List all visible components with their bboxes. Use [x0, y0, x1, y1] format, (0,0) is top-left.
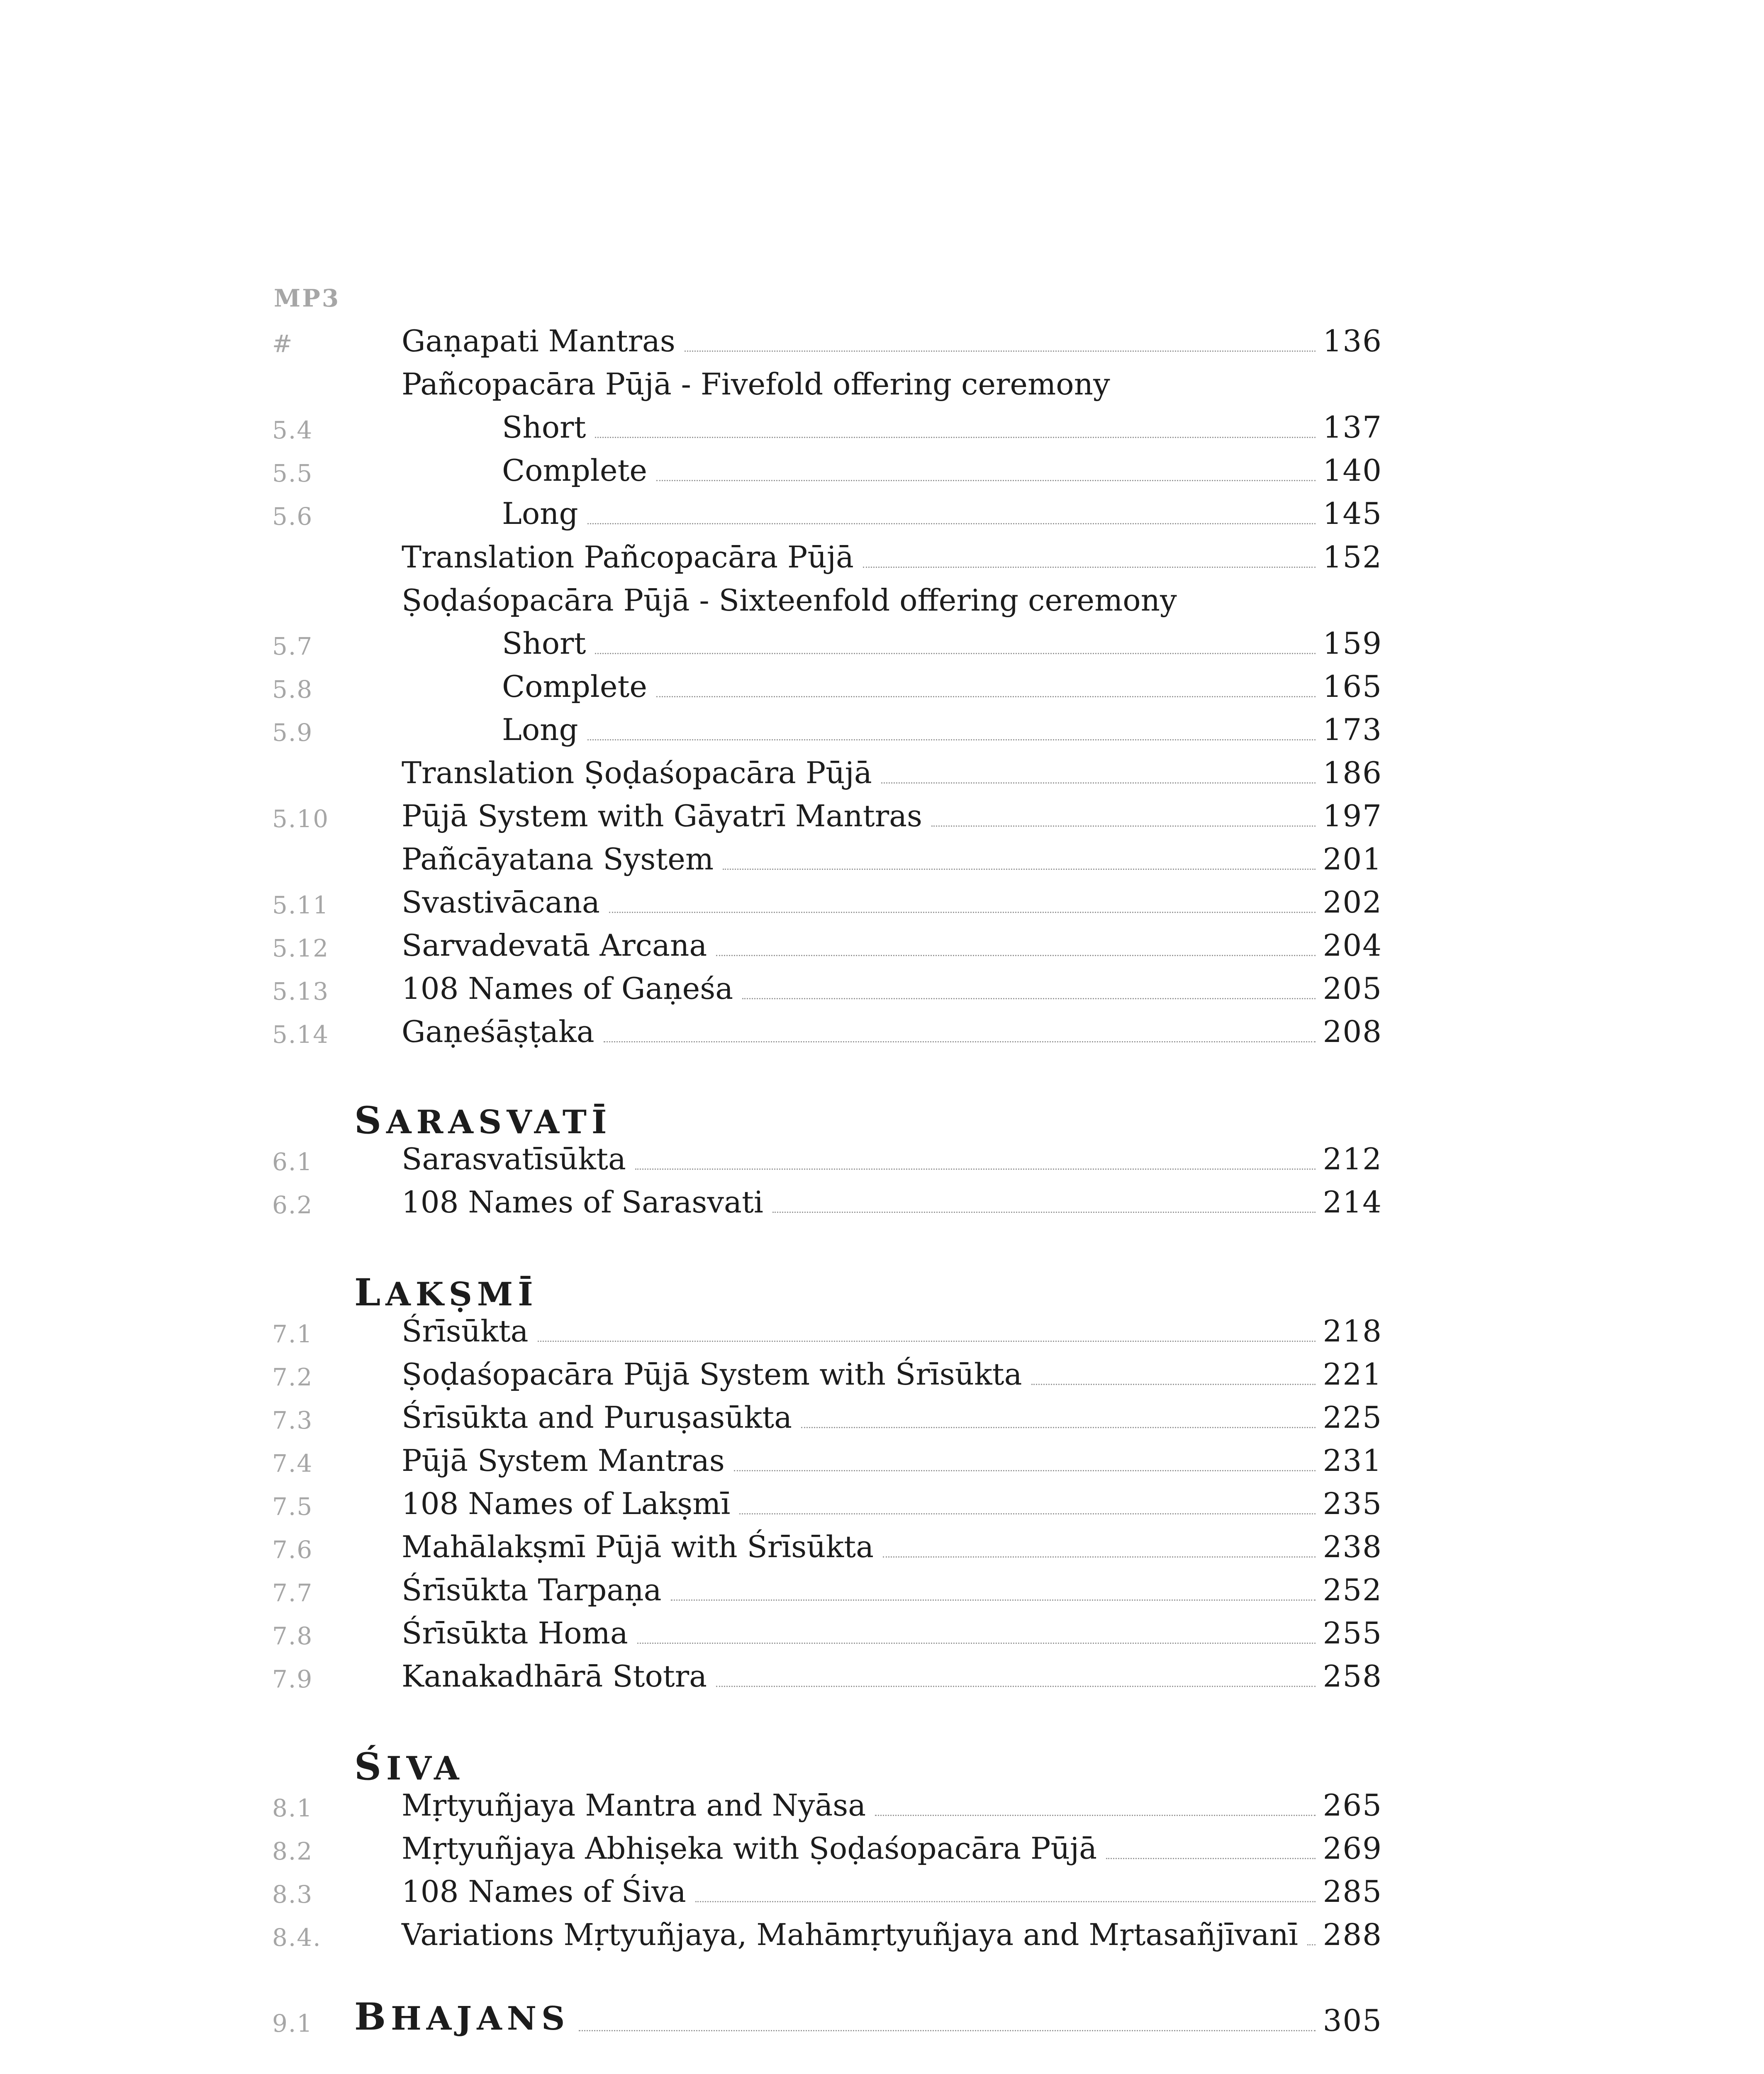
toc-entry-row[interactable]: [0, 1783, 1764, 1826]
toc-entry-row[interactable]: [0, 1137, 1764, 1180]
toc-entry: [402, 583, 1382, 618]
dot-leader: [863, 567, 1316, 568]
entry-title: Mṛtyuñjaya Abhiṣeka with Ṣoḍaśopacāra Pūjā: [402, 1831, 1097, 1866]
toc-entry: [402, 542, 1382, 572]
toc-section-row[interactable]: [0, 1995, 1764, 2041]
entry-title: Complete: [502, 669, 647, 704]
dot-leader: [635, 1168, 1316, 1170]
dot-leader: [734, 1470, 1316, 1471]
entry-title: 108 Names of Śiva: [402, 1874, 686, 1909]
toc-entry-row[interactable]: [0, 1611, 1764, 1654]
toc-entry-row[interactable]: [0, 1395, 1764, 1438]
page-number: 225: [1323, 1400, 1382, 1435]
toc-entry-row[interactable]: [0, 923, 1764, 966]
mp3-track-number: 5.10: [272, 805, 329, 833]
entry-title: Variations Mṛtyuñjaya, Mahāmṛtyuñjaya and Mṛtasañjīvanī: [402, 1917, 1298, 1952]
page-number: 212: [1323, 1142, 1382, 1176]
mp3-track-number: 6.1: [272, 1148, 313, 1176]
toc-entry: [502, 453, 1382, 488]
entry-title: Pañcāyatana System: [402, 842, 714, 876]
toc-entry: [402, 1314, 1382, 1349]
dot-leader: [579, 2030, 1315, 2031]
toc-entry-row[interactable]: [0, 1826, 1764, 1869]
toc-entry-row[interactable]: [0, 707, 1764, 750]
dot-leader: [1031, 1384, 1316, 1385]
toc-entry-row[interactable]: [0, 621, 1764, 664]
page-number: 202: [1323, 885, 1382, 920]
entry-title: Śrīsūkta Tarpaṇa: [402, 1573, 662, 1607]
toc-entry-row[interactable]: [0, 1438, 1764, 1481]
section-heading: SARASVATĪ: [354, 1098, 612, 1142]
entry-title: Kanakadhārā Stotra: [402, 1659, 707, 1694]
entry-title: Complete: [502, 453, 647, 488]
section-heading: LAKṢMĪ: [354, 1271, 538, 1315]
mp3-track-number: 5.13: [272, 977, 329, 1005]
page-number: 140: [1323, 453, 1382, 488]
entry-title: Translation Ṣoḍaśopacāra Pūjā: [402, 755, 872, 790]
mp3-track-number: 8.3: [272, 1880, 313, 1908]
mp3-track-number: 8.1: [272, 1794, 313, 1822]
mp3-track-number: 5.11: [272, 891, 329, 919]
toc-entry-row[interactable]: [0, 578, 1764, 621]
mp3-track-number: 7.9: [272, 1665, 313, 1693]
entry-title: Sarasvatīsūkta: [402, 1142, 626, 1176]
dot-leader: [695, 1901, 1316, 1902]
page-number: 252: [1323, 1573, 1382, 1607]
entry-title: Gaṇapati Mantras: [402, 324, 675, 358]
mp3-track-number: 6.2: [272, 1191, 313, 1219]
entry-title: Śrīsūkta Homa: [402, 1616, 628, 1650]
toc-entry: [402, 971, 1382, 1006]
entry-title: Sarvadevatā Arcana: [402, 928, 707, 963]
mp3-track-number: 9.1: [272, 2009, 313, 2037]
toc-entry-row[interactable]: [0, 1524, 1764, 1568]
page-number: 258: [1323, 1659, 1382, 1694]
entry-title: Short: [502, 410, 586, 445]
page-number: 221: [1323, 1357, 1382, 1392]
toc-entry: [402, 367, 1382, 402]
page-number: 201: [1323, 842, 1382, 876]
section-heading: BHAJANS: [354, 1995, 570, 2039]
toc-entry-row[interactable]: [0, 794, 1764, 837]
entry-title: 108 Names of Sarasvati: [402, 1185, 763, 1220]
entry-title: Ṣoḍaśopacāra Pūjā System with Śrīsūkta: [402, 1357, 1022, 1392]
page-number: 173: [1323, 712, 1382, 747]
page-number: 238: [1323, 1529, 1382, 1564]
toc-entry: [402, 1400, 1382, 1435]
dot-leader: [772, 1212, 1316, 1213]
page-number: 205: [1323, 971, 1382, 1006]
mp3-track-number: 7.5: [272, 1492, 313, 1521]
toc-entry: [502, 410, 1382, 445]
dot-leader: [723, 869, 1315, 870]
dot-leader: [595, 437, 1315, 438]
dot-leader: [587, 739, 1316, 740]
page-number: 197: [1323, 798, 1382, 833]
page-number: 186: [1323, 755, 1382, 790]
dot-leader: [609, 912, 1316, 913]
toc-entry: [402, 928, 1382, 963]
toc-entry: [502, 626, 1382, 661]
page-number: 255: [1323, 1616, 1382, 1650]
toc-entry: [402, 1529, 1382, 1564]
dot-leader: [875, 1815, 1315, 1816]
dot-leader: [671, 1599, 1316, 1601]
entry-title: Pūjā System Mantras: [402, 1443, 725, 1478]
dot-leader: [883, 1556, 1316, 1558]
page-number: 218: [1323, 1314, 1382, 1349]
entry-title: Mahālakṣmī Pūjā with Śrīsūkta: [402, 1529, 874, 1564]
toc-entry-row[interactable]: [0, 1654, 1764, 1697]
page-number: 235: [1323, 1486, 1382, 1521]
toc-entry: [502, 669, 1382, 704]
toc-entry: [402, 326, 1382, 356]
toc-entry: [402, 844, 1382, 874]
toc-entry-row[interactable]: [0, 1481, 1764, 1524]
entry-title: Svastivācana: [402, 885, 600, 920]
dot-leader: [931, 825, 1316, 827]
entry-title: Long: [502, 496, 578, 531]
page-number: 208: [1323, 1014, 1382, 1049]
toc-entry: [402, 1443, 1382, 1478]
dot-leader: [742, 998, 1315, 999]
toc-entry-row[interactable]: [0, 1309, 1764, 1352]
toc-entry: [402, 1659, 1382, 1694]
mp3-track-number: 5.8: [272, 675, 313, 704]
mp3-track-number: 5.9: [272, 718, 313, 747]
mp3-track-number: 7.2: [272, 1363, 313, 1391]
entry-title: Śrīsūkta: [402, 1314, 529, 1349]
toc-entry-row[interactable]: [0, 319, 1764, 362]
page-number: 269: [1323, 1831, 1382, 1866]
mp3-track-number: 8.2: [272, 1837, 313, 1865]
toc-entry-row[interactable]: [0, 448, 1764, 491]
dot-leader: [656, 696, 1316, 697]
toc-entry-row[interactable]: [0, 1009, 1764, 1052]
toc-entry: [502, 712, 1382, 747]
toc-entry: [402, 1185, 1382, 1220]
mp3-track-number: 5.5: [272, 459, 313, 487]
toc-entry: [402, 1831, 1382, 1866]
page-number: 145: [1323, 496, 1382, 531]
entry-title: Mṛtyuñjaya Mantra and Nyāsa: [402, 1788, 866, 1823]
page-number: 214: [1323, 1185, 1382, 1220]
toc-entry-row[interactable]: [0, 1180, 1764, 1223]
dot-leader: [587, 523, 1316, 524]
dot-leader: [595, 653, 1315, 654]
toc-entry: [402, 1575, 1382, 1605]
page-number: 165: [1323, 669, 1382, 704]
toc-entry-row[interactable]: [0, 1352, 1764, 1395]
toc-entry-row[interactable]: [0, 362, 1764, 405]
dot-leader: [739, 1513, 1315, 1514]
toc-entry-row[interactable]: [0, 1869, 1764, 1912]
section-heading: ŚIVA: [354, 1745, 464, 1789]
mp3-track-number: #: [272, 330, 293, 358]
dot-leader: [604, 1041, 1316, 1042]
page-number: 136: [1323, 324, 1382, 358]
dot-leader: [538, 1341, 1316, 1342]
page-number: 288: [1323, 1917, 1382, 1952]
mp3-track-number: 5.4: [272, 416, 313, 444]
mp3-track-number: 7.1: [272, 1320, 313, 1348]
entry-title: 108 Names of Lakṣmī: [402, 1486, 731, 1521]
mp3-track-number: 7.7: [272, 1579, 313, 1607]
entry-title: Śrīsūkta and Puruṣasūkta: [402, 1400, 792, 1435]
toc-entry: [402, 1486, 1382, 1521]
dot-leader: [716, 1686, 1315, 1687]
toc-entry: [402, 1357, 1382, 1392]
toc-entry: [402, 1874, 1382, 1909]
page-number: 152: [1323, 540, 1382, 574]
dot-leader: [1307, 1944, 1316, 1945]
toc-entry: [354, 1995, 1382, 2039]
mp3-track-number: 5.14: [272, 1020, 329, 1049]
entry-title: Pañcopacāra Pūjā - Fivefold offering ceremony: [402, 367, 1110, 402]
entry-title: 108 Names of Gaṇeśa: [402, 971, 733, 1006]
toc-entry: [402, 1618, 1382, 1648]
mp3-track-number: 5.12: [272, 934, 329, 962]
page-number: 159: [1323, 626, 1382, 661]
mp3-column-header: MP3: [274, 284, 341, 312]
toc-entry: [402, 755, 1382, 790]
dot-leader: [1106, 1858, 1315, 1859]
dot-leader: [881, 782, 1316, 784]
toc-entry-row[interactable]: [0, 664, 1764, 707]
mp3-track-number: 7.4: [272, 1449, 313, 1478]
page-number: 285: [1323, 1874, 1382, 1909]
toc-entry: [402, 798, 1382, 833]
dot-leader: [685, 351, 1316, 352]
toc-entry: [402, 1014, 1382, 1049]
entry-title: Ṣoḍaśopacāra Pūjā - Sixteenfold offering ceremony: [402, 583, 1177, 618]
toc-entry-row[interactable]: [0, 535, 1764, 578]
entry-title: Long: [502, 712, 578, 747]
mp3-track-number: 8.4.: [272, 1923, 322, 1952]
toc-entry-row[interactable]: [0, 1912, 1764, 1955]
toc-entry: [402, 1144, 1382, 1174]
toc-entry: [402, 1917, 1382, 1952]
toc-entry-row[interactable]: [0, 405, 1764, 448]
page-number: 231: [1323, 1443, 1382, 1478]
toc-entry-row[interactable]: [0, 1568, 1764, 1611]
mp3-track-number: 7.6: [272, 1536, 313, 1564]
entry-title: Short: [502, 626, 586, 661]
mp3-track-number: 5.6: [272, 502, 313, 531]
entry-title: Pūjā System with Gāyatrī Mantras: [402, 798, 923, 833]
entry-title: Gaṇeśāṣṭaka: [402, 1014, 594, 1049]
page-number: 137: [1323, 410, 1382, 445]
toc-entry-row[interactable]: [0, 837, 1764, 880]
page-number: 305: [1323, 2003, 1382, 2038]
toc-entry-row[interactable]: [0, 880, 1764, 923]
toc-entry: [502, 496, 1382, 531]
mp3-track-number: 5.7: [272, 632, 313, 660]
dot-leader: [716, 955, 1315, 956]
page-number: 265: [1323, 1788, 1382, 1823]
toc-entry: [402, 885, 1382, 920]
toc-entry-row[interactable]: [0, 750, 1764, 794]
mp3-track-number: 7.3: [272, 1406, 313, 1434]
dot-leader: [801, 1427, 1316, 1428]
toc-entry-row[interactable]: [0, 966, 1764, 1009]
toc-entry: [402, 1788, 1382, 1823]
dot-leader: [656, 480, 1316, 481]
dot-leader: [637, 1643, 1316, 1644]
mp3-track-number: 7.8: [272, 1622, 313, 1650]
toc-entry-row[interactable]: [0, 491, 1764, 534]
page-number: 204: [1323, 928, 1382, 963]
entry-title: Translation Pañcopacāra Pūjā: [402, 540, 854, 574]
